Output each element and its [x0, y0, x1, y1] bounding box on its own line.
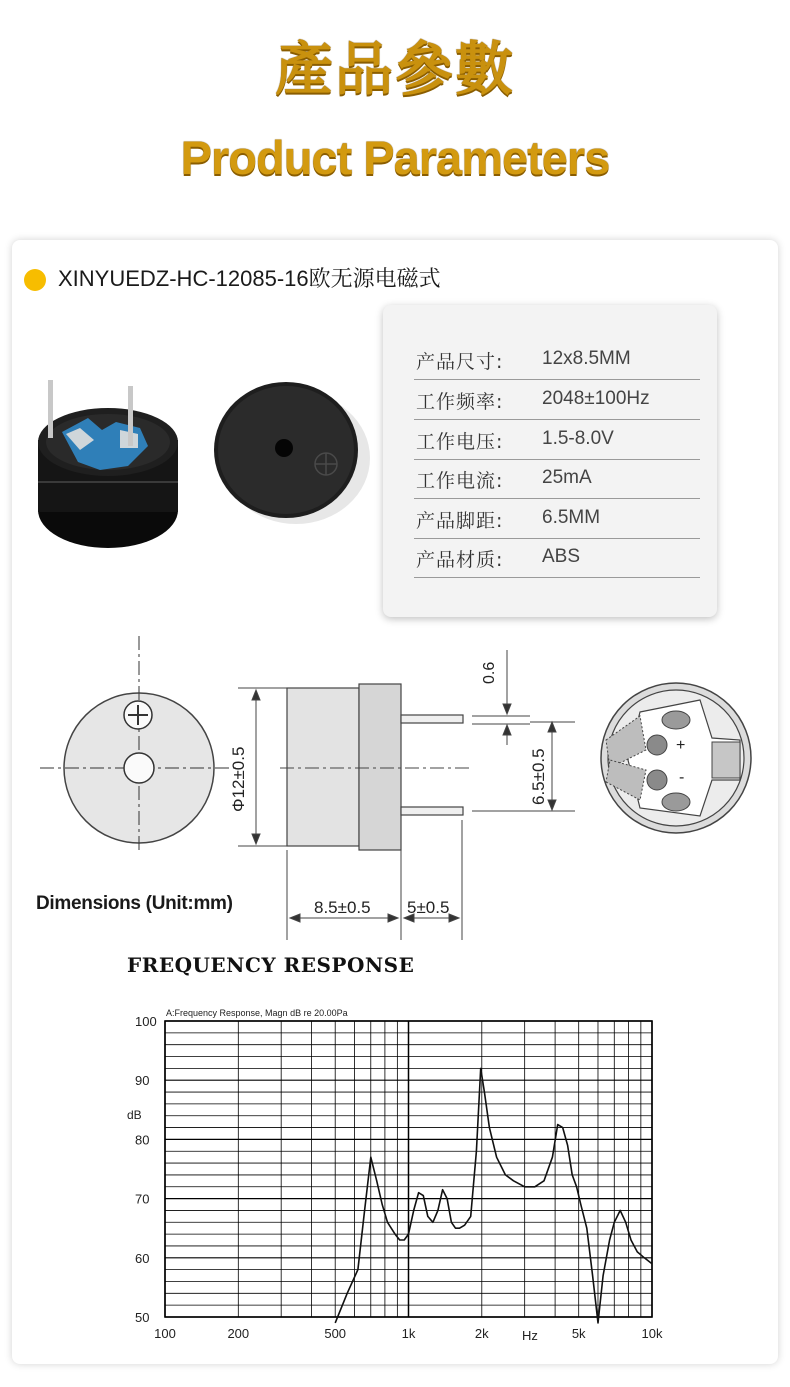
bullet-dot-icon [24, 269, 46, 291]
spec-table [383, 305, 717, 617]
minus-terminal-label: - [679, 769, 685, 786]
y-tick-label: 50 [135, 1310, 150, 1325]
product-model: XINYUEDZ-HC-12085-16欧无源电磁式 [58, 266, 441, 291]
spec-row-material [414, 539, 700, 578]
page-title-cn: 產品參數 [274, 35, 515, 103]
frequency-response-chart [110, 1000, 670, 1345]
y-tick-label: 80 [135, 1132, 150, 1148]
y-tick-label: 90 [135, 1073, 150, 1089]
x-tick-label: 200 [227, 1326, 250, 1341]
spec-label: 工作频率: [416, 391, 504, 413]
spec-value: 1.5-8.0V [542, 428, 614, 449]
chart-ylabel: dB [127, 1108, 142, 1122]
spec-label: 工作电压: [416, 431, 504, 453]
page-title-en: Product Parameters [180, 131, 610, 184]
spec-label: 产品材质: [416, 549, 504, 571]
buzzer-top-photo [210, 372, 375, 532]
spec-row-pitch [414, 500, 700, 539]
x-tick-label: 5k [571, 1326, 586, 1341]
diameter-dim-label: Φ12±0.5 [229, 746, 248, 812]
x-tick-label: 10k [641, 1326, 663, 1341]
dimensions-label: Dimensions (Unit:mm) [36, 893, 233, 914]
spec-label: 产品尺寸: [416, 351, 504, 373]
y-tick-label: 60 [135, 1250, 150, 1266]
pin-thickness-dim-label: 0.6 [481, 661, 498, 684]
spec-row-current [414, 460, 700, 499]
y-tick-label: 100 [135, 1014, 157, 1029]
chart-subtitle: A:Frequency Response, Magn dB re 20.00Pa [166, 1008, 348, 1018]
spec-row-voltage [414, 421, 700, 460]
spec-label: 工作电流: [416, 470, 504, 492]
side-view-drawing [238, 650, 575, 940]
top-view-drawing [40, 636, 240, 850]
spec-value: ABS [542, 546, 581, 567]
height-dim-label: 8.5±0.5 [314, 898, 371, 917]
spec-value: 12x8.5MM [542, 348, 631, 369]
buzzer-bottom-photo [20, 370, 200, 560]
spec-label: 产品脚距: [416, 510, 504, 532]
chart-grid [165, 1021, 652, 1317]
spec-row-frequency [414, 381, 700, 420]
y-tick-label: 70 [135, 1191, 150, 1207]
spec-value: 2048±100Hz [542, 388, 650, 409]
pin-spacing-dim-label: 6.5±0.5 [529, 748, 548, 805]
plus-terminal-label: + [676, 737, 686, 754]
bottom-view-drawing [601, 683, 751, 833]
x-tick-label: 100 [154, 1326, 176, 1341]
x-tick-label: 2k [474, 1326, 489, 1341]
chart-xlabel: Hz [522, 1328, 538, 1343]
x-tick-label: 500 [324, 1326, 347, 1341]
pin-length-dim-label: 5±0.5 [407, 898, 450, 917]
x-tick-label: 1k [401, 1326, 416, 1341]
spec-value: 25mA [542, 467, 592, 488]
spec-value: 6.5MM [542, 507, 601, 528]
chart-title: FREQUENCY RESPONSE [127, 953, 415, 977]
spec-row-size [414, 341, 700, 380]
